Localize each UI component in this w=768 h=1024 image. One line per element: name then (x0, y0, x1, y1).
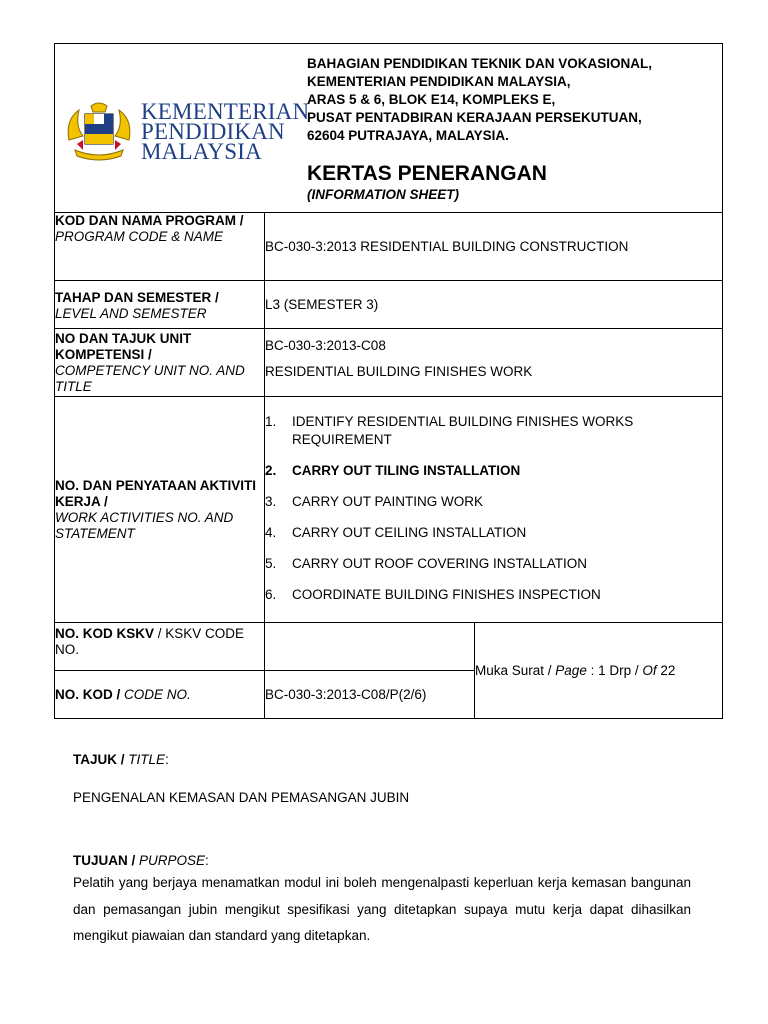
document-title: KERTAS PENERANGAN (307, 162, 547, 185)
activity-text: CARRY OUT TILING INSTALLATION (292, 463, 521, 478)
address-line: PUSAT PENTADBIRAN KERAJAAN PERSEKUTUAN, (307, 110, 642, 125)
purpose-paragraph: Pelatih yang berjaya menamatkan modul ini boleh mengenalpasti keperluan kerja kemasan bangunan dan pemasangan jubin mengikut spesifikasi yang ditetapkan supaya mutu kerja dapat dihasilkan mengikut piawaian dan standard yang ditetapkan. (73, 875, 691, 943)
title-value: PENGENALAN KEMASAN DAN PEMASANGAN JUBIN (73, 790, 410, 805)
activities-label: NO. DAN PENYATAAN AKTIVITI KERJA / WORK ACTIVITIES NO. AND STATEMENT (55, 397, 265, 623)
level-value: L3 (SEMESTER 3) (265, 281, 723, 329)
document-subtitle: (INFORMATION SHEET) (307, 187, 459, 202)
activity-text: CARRY OUT CEILING INSTALLATION (292, 525, 527, 540)
logo-line-2: PENDIDIKAN (141, 119, 285, 144)
activity-number: 4. (265, 525, 277, 540)
activity-text: CARRY OUT PAINTING WORK (292, 494, 484, 509)
header-form-table (54, 43, 723, 719)
activity-number: 6. (265, 587, 277, 602)
activity-number: 5. (265, 556, 277, 571)
page-number: Muka Surat / Page : 1 Drp / Of 22 (475, 623, 723, 719)
kskv-value (265, 623, 475, 671)
program-label: KOD DAN NAMA PROGRAM / PROGRAM CODE & NAME (55, 213, 265, 281)
activity-item (265, 413, 722, 449)
activity-number: 1. (265, 414, 277, 429)
kskv-label: NO. KOD KSKV / KSKV CODE NO. (55, 623, 265, 671)
level-label: TAHAP DAN SEMESTER / LEVEL AND SEMESTER (55, 281, 265, 329)
activity-number: 3. (265, 494, 277, 509)
logo-line-1: KEMENTERIAN (141, 99, 310, 124)
activity-text: COORDINATE BUILDING FINISHES INSPECTION (292, 587, 601, 602)
address-line: 62604 PUTRAJAYA, MALAYSIA. (307, 128, 509, 143)
ministry-logo (61, 99, 310, 170)
unit-code: BC-030-3:2013-C08 (265, 338, 386, 353)
logo-line-3: MALAYSIA (141, 139, 262, 164)
address-line: ARAS 5 & 6, BLOK E14, KOMPLEKS E, (307, 92, 556, 107)
address-line: KEMENTERIAN PENDIDIKAN MALAYSIA, (307, 74, 571, 89)
activity-item (265, 555, 722, 573)
ministry-logo-text (141, 99, 310, 164)
code-value: BC-030-3:2013-C08/P(2/6) (265, 671, 475, 719)
unit-label: NO DAN TAJUK UNIT KOMPETENSI / COMPETENCY UNIT NO. AND TITLE (55, 329, 265, 397)
unit-value (265, 329, 723, 397)
ministry-address (307, 55, 652, 145)
coat-of-arms-icon (61, 100, 137, 166)
header-cell (55, 44, 723, 213)
activity-text: CARRY OUT ROOF COVERING INSTALLATION (292, 556, 588, 571)
code-label: NO. KOD / CODE NO. (55, 671, 265, 719)
title-heading: TAJUK / TITLE: (73, 752, 169, 767)
activity-item (265, 462, 722, 480)
address-line: BAHAGIAN PENDIDIKAN TEKNIK DAN VOKASIONAL, (307, 56, 653, 71)
purpose-heading: TUJUAN / PURPOSE: (73, 853, 209, 868)
activity-number: 2. (265, 463, 277, 478)
activity-text: IDENTIFY RESIDENTIAL BUILDING FINISHES WORKS REQUIREMENT (292, 414, 634, 447)
activities-list (265, 413, 722, 604)
activity-item (265, 586, 722, 604)
program-value: BC-030-3:2013 RESIDENTIAL BUILDING CONSTRUCTION (265, 213, 723, 281)
unit-title: RESIDENTIAL BUILDING FINISHES WORK (265, 364, 533, 379)
activity-item (265, 493, 722, 511)
activities-cell (265, 397, 723, 623)
activity-item (265, 524, 722, 542)
